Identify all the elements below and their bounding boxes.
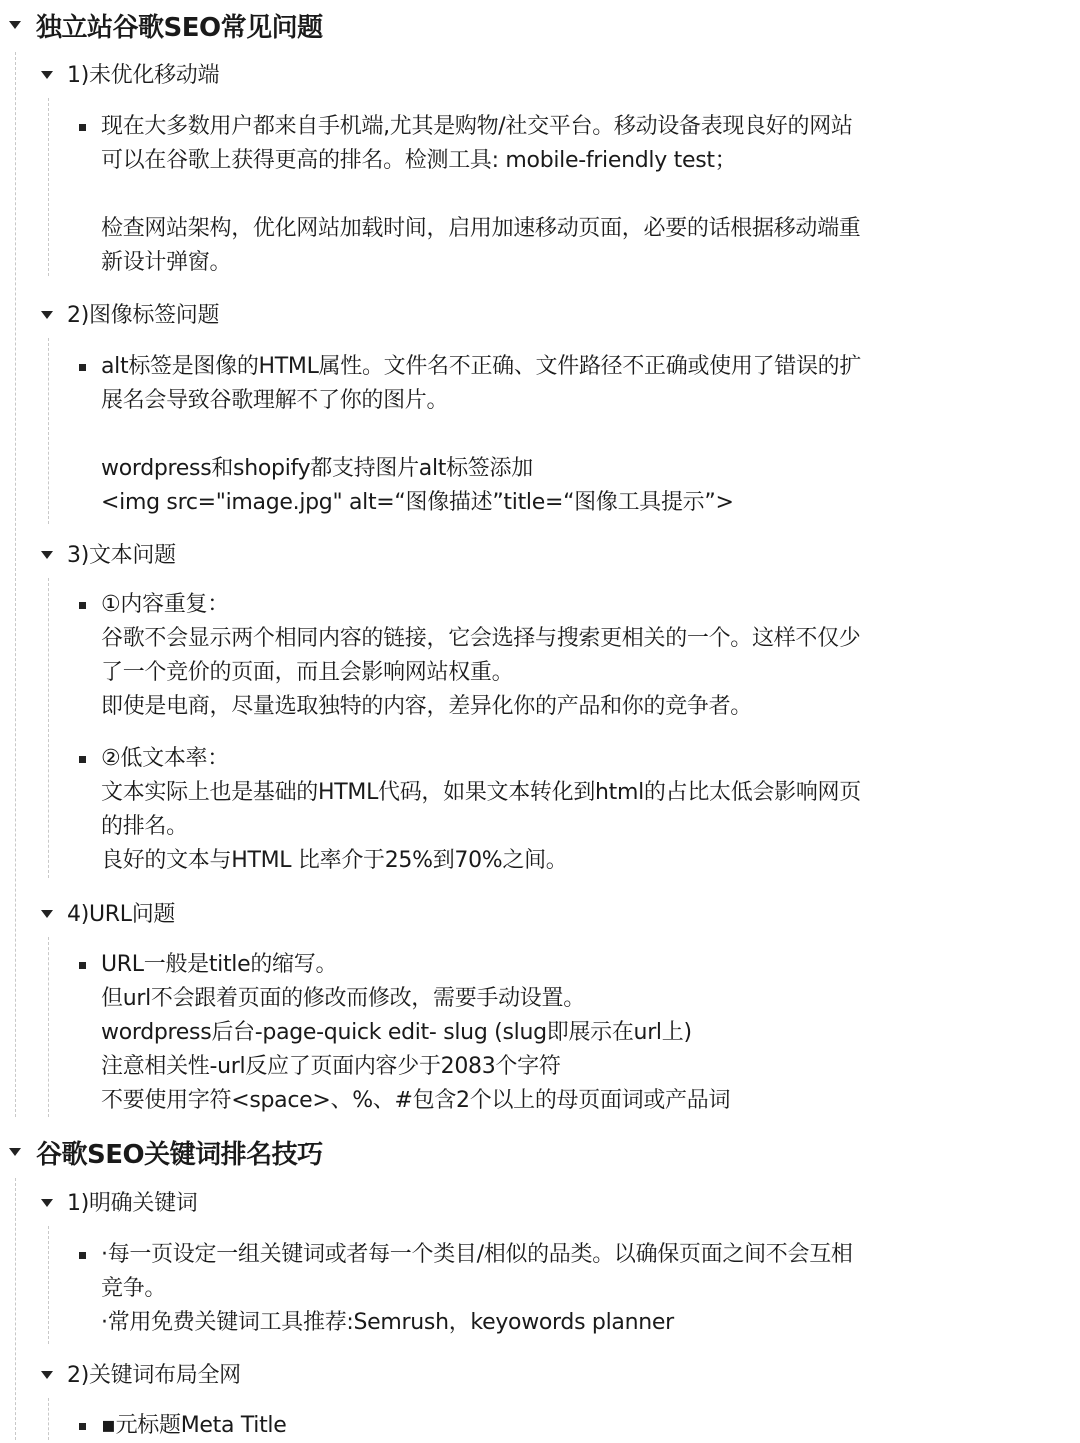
text-line: 检查网站架构，优化网站加载时间，启用加速移动页面，必要的话根据移动端重 xyxy=(101,216,861,241)
indent-guide xyxy=(48,1226,49,1344)
subsection-title: 1)未优化移动端 xyxy=(67,63,220,88)
collapse-toggle-icon[interactable] xyxy=(41,71,53,79)
text-line: ▪元标题Meta Title xyxy=(101,1413,287,1438)
text-line: 良好的文本与HTML 比率介于25%到70%之间。 xyxy=(101,848,568,873)
text-line xyxy=(101,178,961,212)
subsection-title: 1)明确关键词 xyxy=(67,1191,198,1216)
list-item xyxy=(101,1238,961,1340)
subsection-title: 2)图像标签问题 xyxy=(67,303,220,328)
text-line: wordpress后台-page-quick edit- slug (slug即展示在url上) xyxy=(101,1020,692,1045)
collapse-toggle-icon[interactable] xyxy=(9,21,21,29)
collapse-toggle-icon[interactable] xyxy=(41,311,53,319)
text-line: <img src="image.jpg" alt=“图像描述”title=“图像工具提示”> xyxy=(101,490,734,515)
text-line: 不要使用字符<space>、%、#包含2个以上的母页面词或产品词 xyxy=(101,1088,731,1113)
indent-guide xyxy=(48,1398,49,1440)
list-item xyxy=(101,742,961,878)
indent-guide xyxy=(48,98,49,276)
collapse-toggle-icon[interactable] xyxy=(41,1199,53,1207)
text-line xyxy=(101,418,961,452)
text-line: URL一般是title的缩写。 xyxy=(101,952,338,977)
subsection-title: 4)URL问题 xyxy=(67,902,176,927)
section-title: 独立站谷歌SEO常见问题 xyxy=(36,13,323,43)
collapse-toggle-icon[interactable] xyxy=(9,1148,21,1156)
bullet-icon xyxy=(79,364,86,371)
text-line: 的排名。 xyxy=(101,814,188,839)
list-item xyxy=(101,1409,961,1443)
indent-guide xyxy=(48,338,49,524)
bullet-icon xyxy=(79,124,86,131)
collapse-toggle-icon[interactable] xyxy=(41,551,53,559)
bullet-icon xyxy=(79,1252,86,1259)
indent-guide xyxy=(48,937,49,1117)
bullet-icon xyxy=(79,602,86,609)
collapse-toggle-icon[interactable] xyxy=(41,1371,53,1379)
text-line: 谷歌不会显示两个相同内容的链接，它会选择与搜索更相关的一个。这样不仅少 xyxy=(101,626,861,651)
text-line: 即使是电商，尽量选取独特的内容，差异化你的产品和你的竞争者。 xyxy=(101,694,753,719)
subsection-title: 2)关键词布局全网 xyxy=(67,1363,241,1388)
text-line: 但url不会跟着页面的修改而修改，需要手动设置。 xyxy=(101,986,585,1011)
text-line: wordpress和shopify都支持图片alt标签添加 xyxy=(101,456,533,481)
indent-guide xyxy=(15,1178,16,1440)
text-line: ①内容重复： xyxy=(101,592,229,617)
text-line: ·每一页设定一组关键词或者每一个类目/相似的品类。以确保页面之间不会互相 xyxy=(101,1242,853,1267)
list-item xyxy=(101,948,961,1118)
text-line: ②低文本率： xyxy=(101,746,229,771)
text-line: 现在大多数用户都来自手机端,尤其是购物/社交平台。移动设备表现良好的网站 xyxy=(101,114,853,139)
list-item xyxy=(101,350,961,520)
indent-guide xyxy=(15,52,16,1117)
text-line: alt标签是图像的HTML属性。文件名不正确、文件路径不正确或使用了错误的扩 xyxy=(101,354,862,379)
bullet-icon xyxy=(79,1423,86,1430)
text-line: 注意相关性-url反应了页面内容少于2083个字符 xyxy=(101,1054,561,1079)
bullet-icon xyxy=(79,962,86,969)
text-line: ·常用免费关键词工具推荐:Semrush，keyowords planner xyxy=(101,1310,674,1335)
list-item xyxy=(101,110,961,280)
text-line: 了一个竞价的页面，而且会影响网站权重。 xyxy=(101,660,514,685)
text-line: 新设计弹窗。 xyxy=(101,250,232,275)
text-line: 可以在谷歌上获得更高的排名。检测工具: mobile-friendly test； xyxy=(101,148,737,173)
text-line: 文本实际上也是基础的HTML代码，如果文本转化到html的占比太低会影响网页 xyxy=(101,780,861,805)
indent-guide xyxy=(48,578,49,878)
subsection-title: 3)文本问题 xyxy=(67,543,176,568)
list-item xyxy=(101,588,961,724)
text-line: 展名会导致谷歌理解不了你的图片。 xyxy=(101,388,449,413)
bullet-icon xyxy=(79,756,86,763)
section-title: 谷歌SEO关键词排名技巧 xyxy=(36,1140,323,1170)
collapse-toggle-icon[interactable] xyxy=(41,910,53,918)
text-line: 竞争。 xyxy=(101,1276,167,1301)
